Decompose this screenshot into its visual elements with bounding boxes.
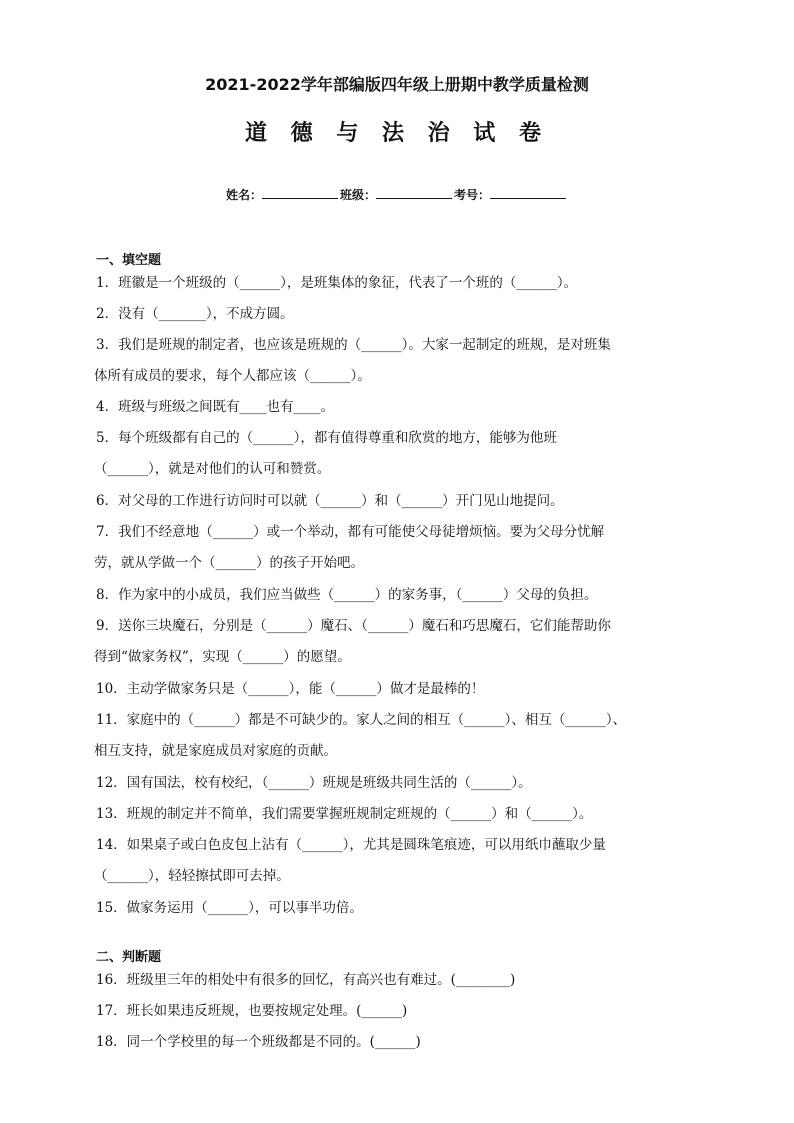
question-line: 17．班长如果违反班规，也要按规定处理。(______): [96, 1003, 408, 1019]
question-line: 15．做家务运用（______），可以事半功倍。: [96, 900, 363, 916]
section-heading-true-false: 二、判断题: [96, 950, 162, 965]
question-line: 10．主动学做家务只是（______），能（______）做才是最棒的！: [96, 681, 485, 697]
question-line-continuation: 相互支持，就是家庭成员对家庭的贡献。: [94, 743, 337, 759]
question-line: 11．家庭中的（______）都是不可缺少的。家人之间的相互（______）、相互（______）、: [96, 712, 627, 728]
question-line-continuation: 体所有成员的要求，每个人都应该（______）。: [94, 368, 371, 384]
name-blank[interactable]: [262, 186, 338, 199]
question-line: 18．同一个学校里的每一个班级都是不同的。(______): [96, 1034, 421, 1050]
question-line: 2．没有（_______），不成方圆。: [96, 306, 294, 322]
number-blank[interactable]: [490, 186, 566, 199]
question-line-continuation: （______），轻轻擦拭即可去掉。: [94, 868, 290, 884]
question-line: 9．送你三块魔石，分别是（______）魔石、（______）魔石和巧思魔石，它们能帮助你: [96, 618, 611, 634]
question-line: 16．班级里三年的相处中有很多的回忆，有高兴也有难过。(________): [96, 972, 516, 988]
question-line-continuation: 劳，就从学做一个（______）的孩子开始吧。: [94, 555, 364, 571]
question-line: 3．我们是班规的制定者，也应该是班规的（______）。大家一起制定的班规，是对班集: [96, 337, 611, 353]
question-line: 14．如果桌子或白色皮包上沾有（______），尤其是圆珠笔痕迹，可以用纸巾蘸取少量: [96, 837, 606, 853]
question-line: 7．我们不经意地（______）或一个举动，都有可能使父母徒增烦恼。要为父母分忧解: [96, 524, 605, 540]
question-line: 5．每个班级都有自己的（______），都有值得尊重和欣赏的地方，能够为他班: [96, 430, 557, 446]
question-line: 8．作为家中的小成员，我们应当做些（______）的家务事，（______）父母的负担。: [96, 587, 598, 603]
question-line-continuation: （______），就是对他们的认可和赞赏。: [94, 461, 331, 477]
class-blank[interactable]: [376, 186, 452, 199]
question-line: 4．班级与班级之间既有____也有____。: [96, 399, 335, 415]
number-label: 考号：: [454, 188, 491, 202]
question-line: 12．国有国法，校有校纪，（______）班规是班级共同生活的（______）。: [96, 775, 532, 791]
question-line: 6．对父母的工作进行访问时可以就（______）和（______）开门见山地提问。: [96, 493, 564, 509]
section-heading-fill-in: 一、填空题: [96, 253, 162, 268]
name-label: 姓名：: [225, 188, 262, 202]
question-line-continuation: 得到“做家务权”，实现（______）的愿望。: [94, 649, 351, 665]
student-info-row: [0, 186, 794, 203]
class-label: 班级：: [339, 188, 376, 202]
question-line: 13．班规的制定并不简单，我们需要掌握班规制定班规的（______）和（______）。: [96, 806, 593, 822]
exam-title: 2021-2022学年部编版四年级上册期中教学质量检测: [205, 75, 589, 94]
question-line: 1．班徽是一个班级的（______），是班集体的象征，代表了一个班的（______）。: [96, 275, 578, 291]
subject-title: 道 德 与 法 治 试 卷: [245, 121, 549, 146]
